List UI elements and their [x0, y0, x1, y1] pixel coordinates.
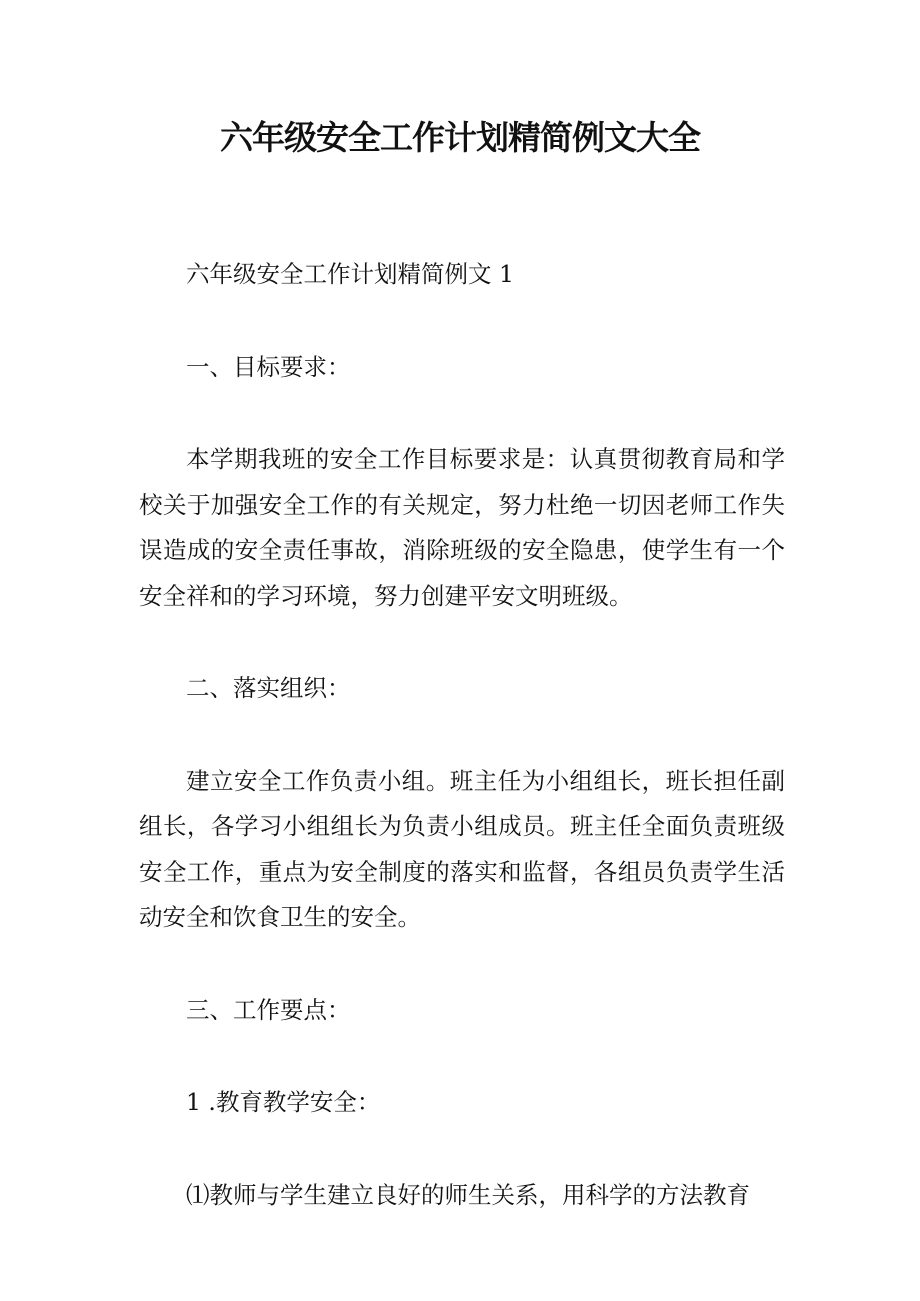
section-body-goals: 本学期我班的安全工作目标要求是：认真贯彻教育局和学校关于加强安全工作的有关规定，努力杜绝一切因老师工作失误造成的安全责任事故，消除班级的安全隐患，使学生有一个安全祥和的学习环境，努力创建平安文明班级。	[139, 445, 785, 610]
item-body-teaching-safety: ⑴教师与学生建立良好的师生关系，用科学的方法教育	[186, 1180, 750, 1209]
subtitle: 六年级安全工作计划精简例文 1	[186, 260, 514, 288]
section-heading-goals: 一、目标要求：	[186, 352, 351, 381]
section-body-organization: 建立安全工作负责小组。班主任为小组组长，班长担任副组长，各学习小组组长为负责小组成员。班主任全面负责班级安全工作，重点为安全制度的落实和监督，各组员负责学生活动安全和饮食卫生的安全。	[139, 766, 785, 931]
item-heading-teaching-safety: 1 .教育教学安全：	[186, 1088, 381, 1116]
document-body	[139, 252, 785, 1265]
section-heading-organization: 二、落实组织：	[186, 674, 351, 702]
document-title: 六年级安全工作计划精简例文大全	[220, 118, 700, 157]
section-heading-key-points: 三、工作要点：	[186, 995, 351, 1024]
